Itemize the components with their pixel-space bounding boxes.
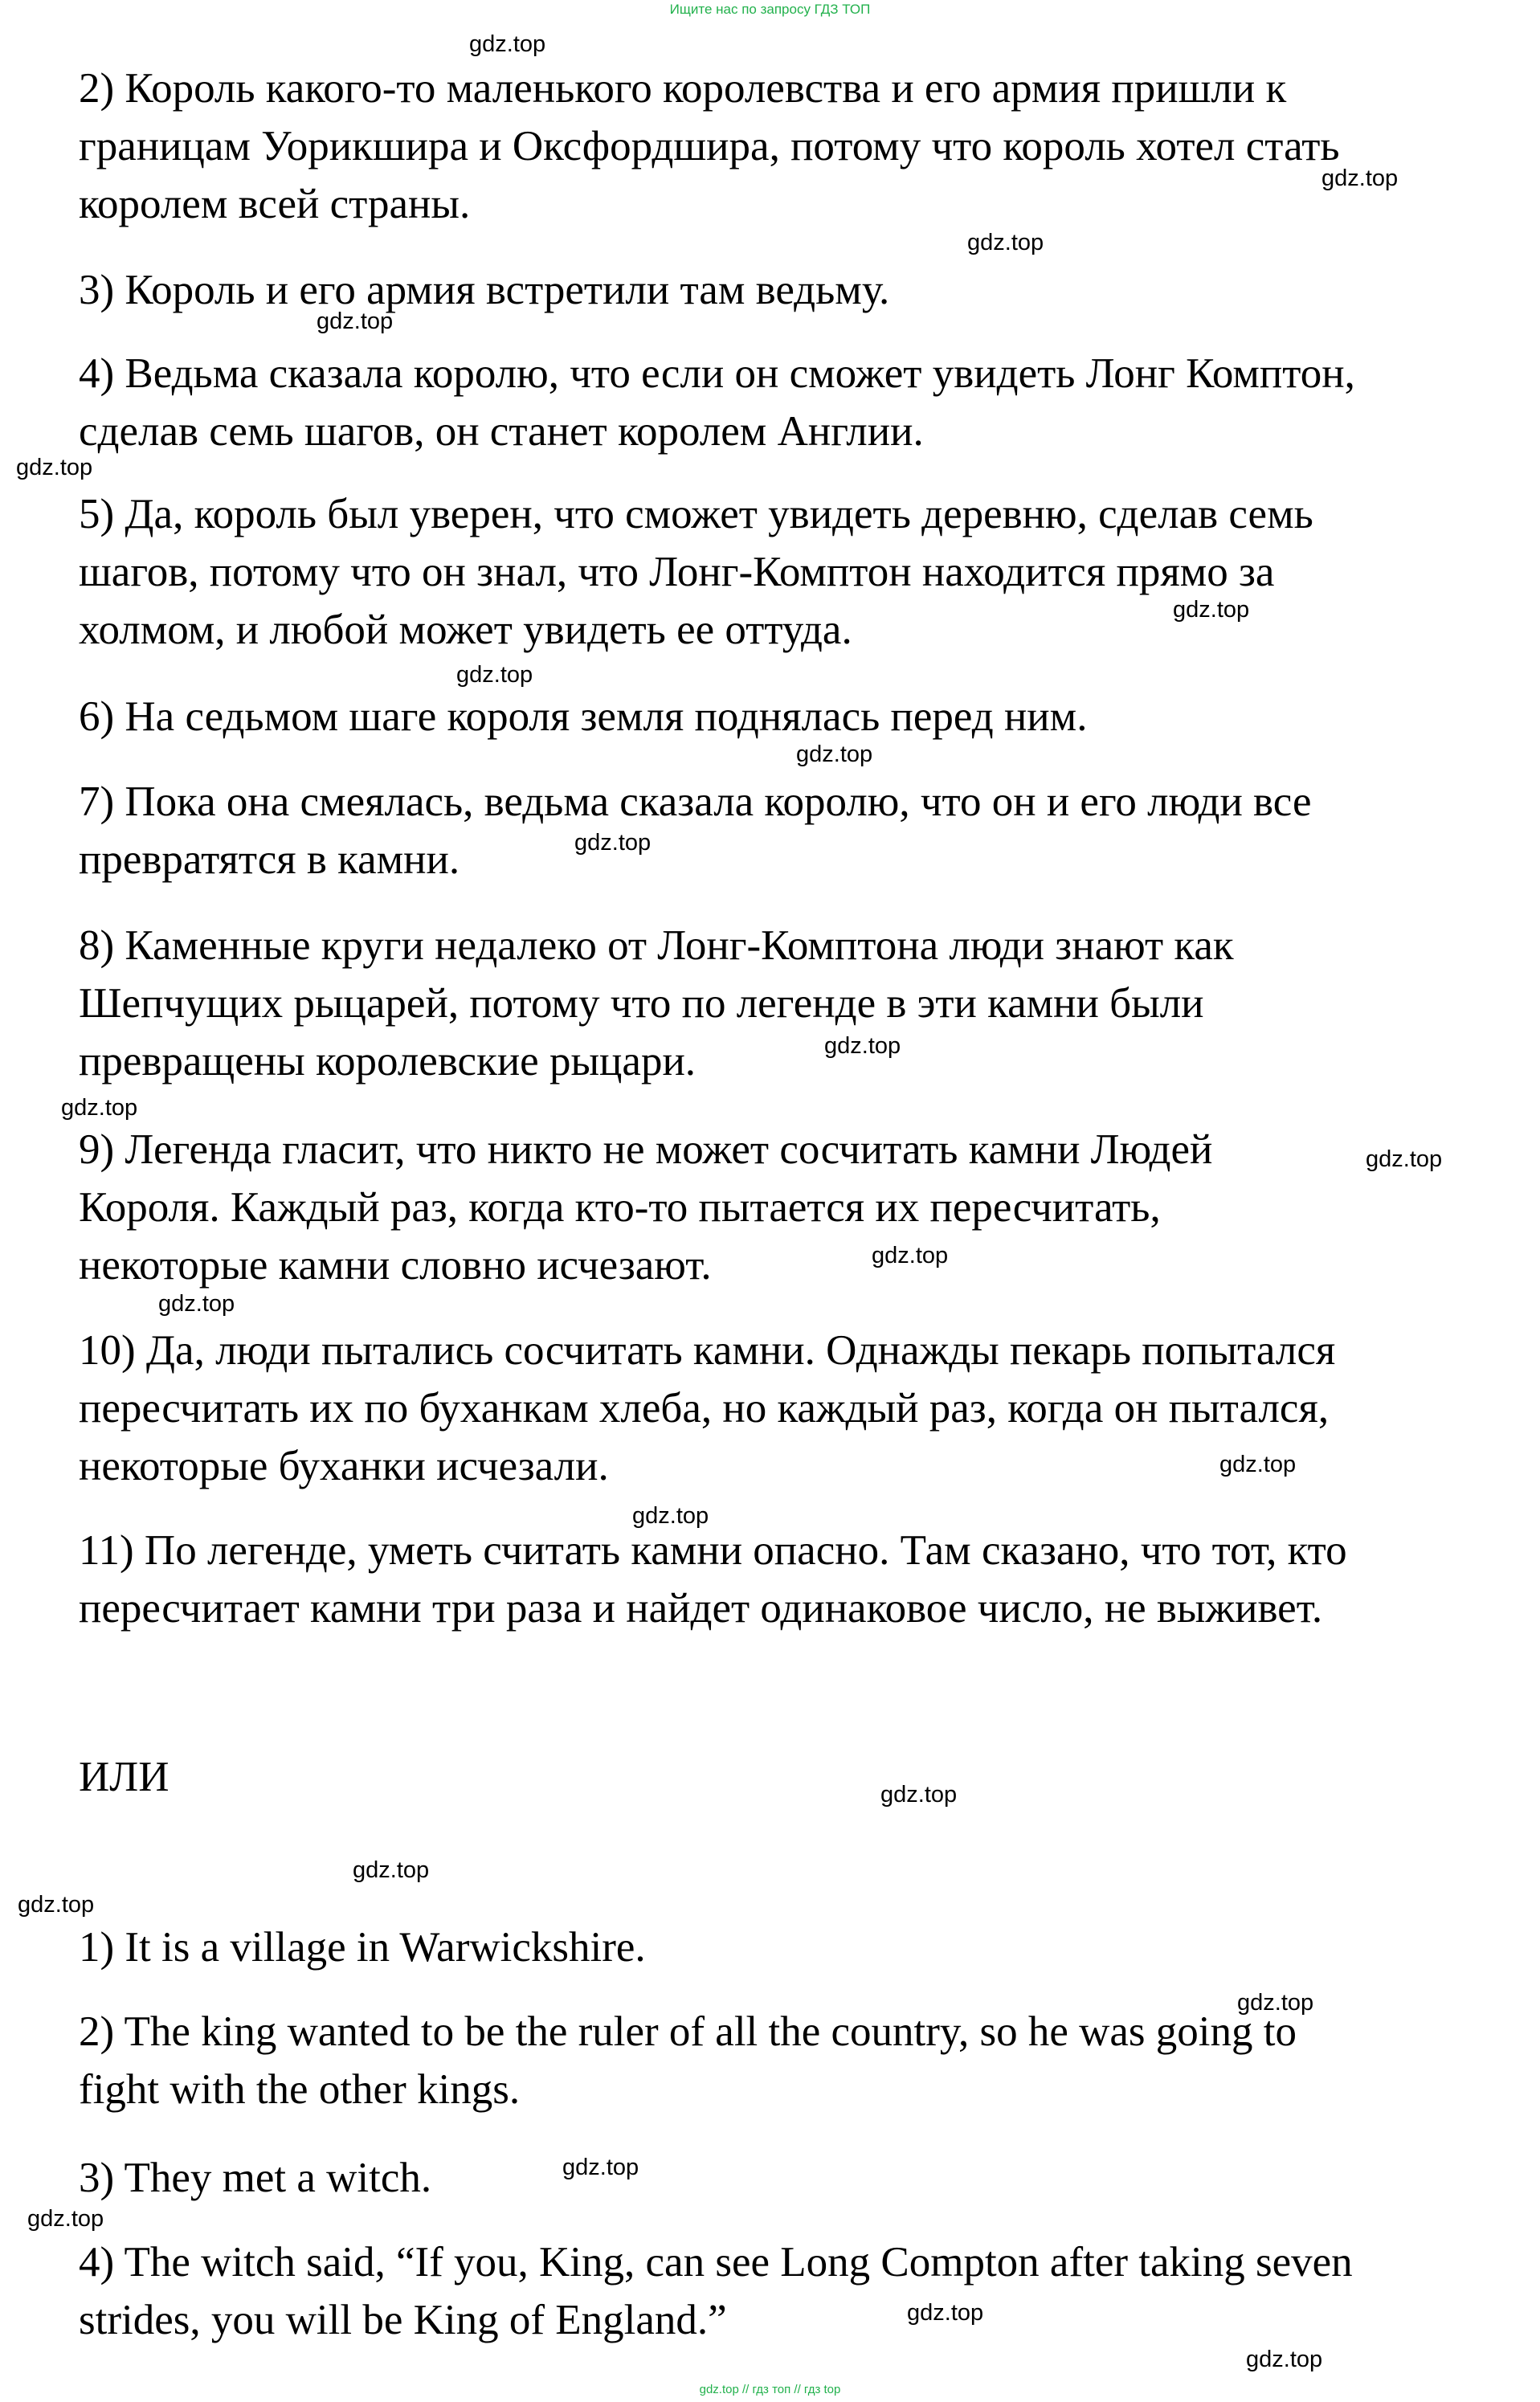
text-line: некоторые буханки исчезали. xyxy=(79,1443,609,1489)
watermark: gdz.top xyxy=(317,308,394,334)
watermark: gdz.top xyxy=(1246,2347,1323,2372)
footer-banner: gdz.top // гдз топ // гдз top xyxy=(699,2383,841,2396)
answer-en-4 xyxy=(79,2233,1525,2349)
watermark: gdz.top xyxy=(27,2206,104,2232)
text-line: 4) The witch said, “If you, King, can see Long Compton after taking seven xyxy=(79,2239,1353,2286)
text-line: 1) It is a village in Warwickshire. xyxy=(79,1924,646,1971)
watermark: gdz.top xyxy=(1219,1452,1297,1477)
watermark: gdz.top xyxy=(562,2155,639,2180)
answer-ru-8 xyxy=(79,917,1525,1090)
watermark: gdz.top xyxy=(967,230,1044,255)
text-line: 3) They met a witch. xyxy=(79,2155,432,2201)
watermark: gdz.top xyxy=(907,2300,984,2326)
answer-ru-2 xyxy=(79,59,1525,233)
watermark: gdz.top xyxy=(61,1095,138,1121)
answer-ru-7 xyxy=(79,773,1525,888)
answer-ru-10 xyxy=(79,1322,1525,1495)
text-line: пересчитает камни три раза и найдет одинаковое число, не выживет. xyxy=(79,1585,1323,1632)
watermark: gdz.top xyxy=(353,1857,430,1883)
text-line: 4) Ведьма сказала королю, что если он сможет увидеть Лонг Комптон, xyxy=(79,350,1355,397)
watermark: gdz.top xyxy=(632,1503,709,1529)
watermark: gdz.top xyxy=(880,1782,958,1808)
text-line: 5) Да, король был уверен, что сможет увидеть деревню, сделав семь xyxy=(79,491,1313,537)
watermark: gdz.top xyxy=(16,455,93,480)
text-line: 9) Легенда гласит, что никто не может сосчитать камни Людей xyxy=(79,1126,1213,1173)
watermark: gdz.top xyxy=(1237,1990,1314,2016)
text-line: шагов, потому что он знал, что Лонг-Комптон находится прямо за xyxy=(79,549,1275,595)
text-line: превращены королевские рыцари. xyxy=(79,1038,696,1085)
text-line: сделав семь шагов, он станет королем Англии. xyxy=(79,408,924,455)
answer-ru-11 xyxy=(79,1522,1525,1637)
answer-ru-4 xyxy=(79,345,1525,460)
text-line: пересчитать их по буханкам хлеба, но каждый раз, когда он пытался, xyxy=(79,1385,1330,1432)
text-line: 11) По легенде, уметь считать камни опасно. Там сказано, что тот, кто xyxy=(79,1527,1347,1574)
text-line: некоторые камни словно исчезают. xyxy=(79,1242,712,1289)
separator-text: ИЛИ xyxy=(79,1754,170,1800)
watermark: gdz.top xyxy=(18,1892,95,1918)
text-line: 6) На седьмом шаге короля земля поднялась перед ним. xyxy=(79,693,1088,740)
text-line: Шепчущих рыцарей, потому что по легенде в эти камни были xyxy=(79,980,1204,1027)
text-line: 2) The king wanted to be the ruler of all the country, so he was going to xyxy=(79,2008,1297,2055)
text-line: 3) Король и его армия встретили там ведьму. xyxy=(79,267,890,313)
text-line: fight with the other kings. xyxy=(79,2066,521,2113)
text-line: холмом, и любой может увидеть ее оттуда. xyxy=(79,607,852,653)
text-line: 2) Король какого-то маленького королевства и его армия пришли к xyxy=(79,65,1287,112)
watermark: gdz.top xyxy=(824,1033,901,1059)
answer-en-2 xyxy=(79,2003,1525,2118)
separator-label xyxy=(79,1748,1525,1806)
watermark: gdz.top xyxy=(469,31,546,57)
text-line: 10) Да, люди пытались сосчитать камни. Однажды пекарь попытался xyxy=(79,1327,1336,1374)
watermark: gdz.top xyxy=(158,1291,235,1317)
watermark: gdz.top xyxy=(872,1243,949,1268)
answer-en-3 xyxy=(79,2149,1525,2207)
text-line: королем всей страны. xyxy=(79,181,471,227)
text-line: границам Уорикшира и Оксфордшира, потому что король хотел стать xyxy=(79,123,1340,170)
watermark: gdz.top xyxy=(456,662,533,688)
header-banner: Ищите нас по запросу ГДЗ ТОП xyxy=(669,2,871,17)
text-line: 7) Пока она смеялась, ведьма сказала королю, что он и его люди все xyxy=(79,778,1312,825)
text-line: превратятся в камни. xyxy=(79,836,460,883)
watermark: gdz.top xyxy=(1321,165,1399,191)
watermark: gdz.top xyxy=(1173,597,1250,623)
watermark: gdz.top xyxy=(1366,1146,1443,1172)
answer-ru-3 xyxy=(79,261,1525,319)
answer-ru-6 xyxy=(79,688,1525,746)
answer-en-1 xyxy=(79,1918,1525,1976)
watermark: gdz.top xyxy=(574,830,652,856)
text-line: Короля. Каждый раз, когда кто-то пытается их пересчитать, xyxy=(79,1184,1161,1231)
answer-ru-9 xyxy=(79,1121,1525,1294)
answer-ru-5 xyxy=(79,485,1525,659)
text-line: 8) Каменные круги недалеко от Лонг-Комптона люди знают как xyxy=(79,922,1234,969)
watermark: gdz.top xyxy=(796,741,873,767)
text-line: strides, you will be King of England.” xyxy=(79,2297,727,2343)
